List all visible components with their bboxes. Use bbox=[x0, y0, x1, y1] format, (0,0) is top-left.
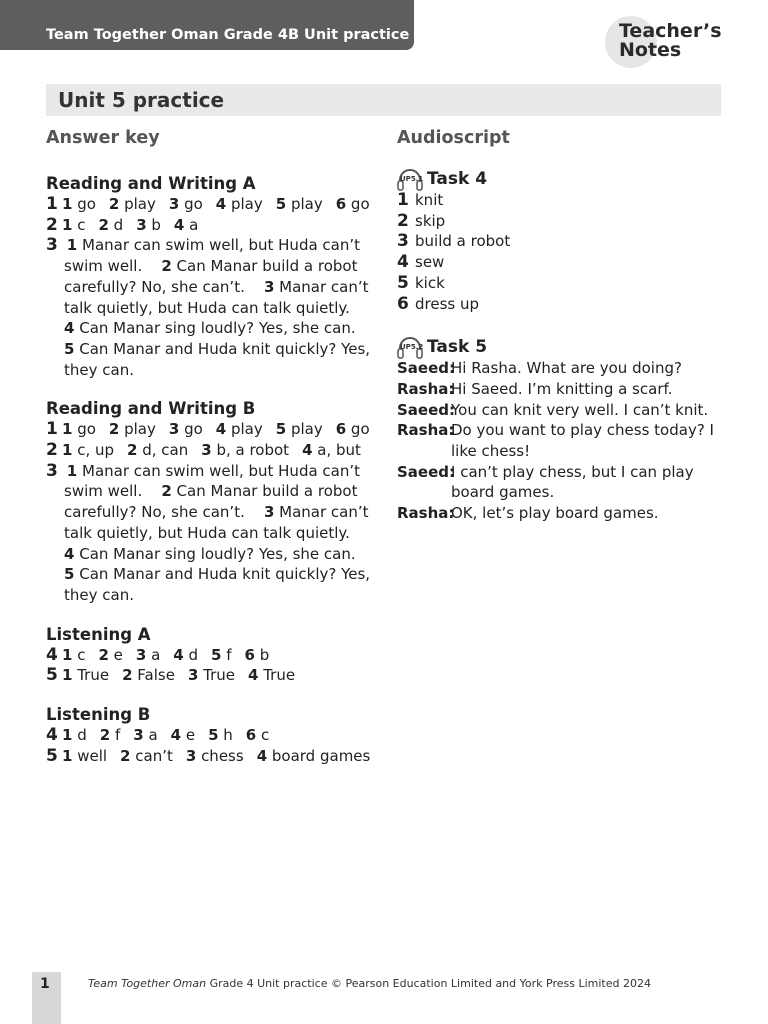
answer-text: a, but bbox=[312, 441, 361, 460]
item-number: 3 bbox=[135, 645, 147, 664]
answer-text: Can Manar sing loudly? Yes, she can. bbox=[79, 319, 356, 338]
answer-text: swim well. bbox=[64, 257, 143, 276]
answer-text: well bbox=[72, 746, 108, 765]
answer-text: go bbox=[72, 420, 96, 439]
item-number: 6 bbox=[244, 645, 255, 664]
dialogue-text: OK, let’s play board games. bbox=[451, 504, 659, 523]
item-number: 6 bbox=[335, 420, 347, 439]
speaker: Saeed: bbox=[397, 359, 456, 378]
answer-text: d bbox=[108, 215, 124, 234]
answer-continuation: carefully? No, she can’t. 3 Manar can’t bbox=[64, 503, 369, 522]
answer-text: d, can bbox=[137, 441, 189, 460]
footer bbox=[88, 977, 651, 990]
item-number: 2 bbox=[108, 420, 120, 439]
item-number: 4 bbox=[170, 726, 182, 745]
question-number: 5 bbox=[46, 665, 58, 686]
answer-text: True bbox=[258, 666, 296, 685]
answer-text: can’t bbox=[130, 746, 173, 765]
answer-text: a bbox=[146, 645, 161, 664]
item-number: 3 bbox=[168, 420, 180, 439]
answer-text: Manar can’t bbox=[279, 277, 369, 296]
answer-text: play bbox=[286, 420, 323, 439]
track-label: UP5.1 bbox=[400, 175, 424, 183]
answer-continuation: swim well. 2 Can Manar build a robot bbox=[64, 482, 358, 501]
answer-continuation: they can. bbox=[64, 360, 134, 379]
answer-text: a bbox=[184, 215, 199, 234]
answer-text: go bbox=[346, 420, 370, 439]
list-item bbox=[397, 252, 727, 273]
answer-text: swim well. bbox=[64, 482, 143, 501]
speaker: Rasha: bbox=[397, 379, 455, 398]
answer-text: Can Manar build a robot bbox=[176, 482, 358, 501]
answer-continuation: 5 Can Manar and Huda knit quickly? Yes, bbox=[64, 339, 371, 358]
item-number: 2 bbox=[122, 666, 133, 685]
item-text: kick bbox=[415, 273, 445, 292]
answer-continuation: carefully? No, she can’t. 3 Manar can’t bbox=[64, 277, 369, 296]
item-number: 2 bbox=[108, 195, 120, 213]
item-number: 1 bbox=[62, 746, 73, 765]
footer-copyright: Grade 4 Unit practice © Pearson Education Limited and York Press Limited 2024 bbox=[206, 977, 651, 990]
question-number: 5 bbox=[46, 745, 58, 766]
item-number: 1 bbox=[62, 420, 73, 439]
section-title: Listening A bbox=[46, 624, 151, 644]
answer-text: play bbox=[119, 195, 156, 213]
answer-text: b, a robot bbox=[211, 441, 290, 460]
answer-text: d bbox=[72, 726, 87, 745]
answer-text: Manar can swim well, but Huda can’t bbox=[82, 236, 361, 255]
answer-text: c, up bbox=[72, 441, 115, 460]
answer-text: play bbox=[286, 195, 323, 213]
item-number: 2 bbox=[99, 726, 111, 745]
item-number: 2 bbox=[120, 746, 131, 765]
question-number: 2 bbox=[46, 440, 58, 461]
answer-text: f bbox=[221, 645, 232, 664]
answer-text: c bbox=[72, 215, 86, 234]
item-number: 3 bbox=[201, 441, 212, 460]
task-4-list bbox=[397, 190, 727, 314]
speaker: Rasha: bbox=[397, 504, 455, 523]
item-number: 2 bbox=[397, 210, 409, 231]
section-title: Reading and Writing A bbox=[46, 174, 256, 193]
dialogue-text: Hi Saeed. I’m knitting a scarf. bbox=[451, 379, 673, 398]
item-number: 5 bbox=[275, 195, 287, 213]
item-number: 4 bbox=[215, 420, 227, 439]
answer-continuation: 4 Can Manar sing loudly? Yes, she can. bbox=[64, 319, 356, 338]
item-number: 6 bbox=[335, 195, 347, 213]
answer-text: carefully? No, she can’t. bbox=[64, 503, 245, 522]
unit-title-bar bbox=[46, 84, 721, 116]
item-number: 1 bbox=[62, 666, 73, 685]
item-number: 1 bbox=[62, 195, 73, 213]
task-5-dialogue bbox=[397, 358, 727, 524]
answer-text: go bbox=[346, 195, 370, 213]
question-number: 3 bbox=[46, 460, 58, 481]
item-text: skip bbox=[415, 211, 446, 230]
dialogue-text: Hi Rasha. What are you doing? bbox=[451, 359, 682, 378]
headphones-icon bbox=[397, 168, 423, 190]
item-number: 1 bbox=[62, 215, 73, 234]
answer-key-heading: Answer key bbox=[46, 128, 160, 148]
answer-text: play bbox=[119, 420, 156, 439]
answer-continuation: talk quietly, but Huda can talk quietly. bbox=[64, 298, 350, 317]
question-number: 3 bbox=[46, 235, 58, 256]
audioscript-column bbox=[397, 128, 727, 524]
answer-text: False bbox=[132, 666, 175, 685]
task-title: Task 5 bbox=[427, 336, 488, 357]
answer-continuation: 4 Can Manar sing loudly? Yes, she can. bbox=[64, 544, 356, 563]
answer-row bbox=[46, 419, 376, 440]
item-number: 1 bbox=[62, 726, 73, 745]
answer-text: b bbox=[146, 215, 161, 234]
item-number: 4 bbox=[302, 441, 313, 460]
answer-key-column bbox=[46, 128, 376, 766]
dialogue-line bbox=[397, 358, 727, 379]
unit-title: Unit 5 practice bbox=[58, 88, 225, 112]
dialogue-text: I can’t play chess, but I can play board games. bbox=[451, 462, 694, 502]
answer-text: d bbox=[183, 645, 199, 664]
section-title: Listening B bbox=[46, 705, 151, 725]
item-number: 3 bbox=[185, 746, 197, 765]
item-text: sew bbox=[415, 253, 445, 272]
speaker: Rasha: bbox=[397, 421, 455, 440]
item-number: 5 bbox=[211, 645, 222, 664]
badge-line-1: Teacher’s bbox=[619, 20, 722, 42]
item-number: 2 bbox=[98, 215, 109, 234]
answer-row bbox=[46, 440, 376, 461]
answer-text: c bbox=[72, 645, 86, 664]
answer-text: True bbox=[72, 666, 110, 685]
answer-text: board games bbox=[267, 746, 371, 765]
dialogue-line bbox=[397, 420, 727, 461]
question-number: 1 bbox=[46, 419, 58, 440]
task-5-header bbox=[397, 336, 727, 358]
answer-text: play bbox=[226, 195, 263, 213]
answer-text: b bbox=[254, 645, 270, 664]
item-text: build a robot bbox=[415, 232, 511, 251]
item-number: 1 bbox=[62, 645, 73, 664]
answer-text: h bbox=[218, 726, 233, 745]
item-number: 5 bbox=[275, 420, 287, 439]
answer-continuation: swim well. 2 Can Manar build a robot bbox=[64, 257, 358, 276]
page-number: 1 bbox=[40, 976, 50, 992]
answer-text: Can Manar build a robot bbox=[176, 257, 358, 276]
item-number: 3 bbox=[187, 666, 199, 685]
question-number: 2 bbox=[46, 214, 58, 235]
answer-text: e bbox=[181, 726, 196, 745]
answer-row bbox=[46, 645, 376, 666]
item-number: 4 bbox=[256, 746, 268, 765]
answer-row bbox=[46, 215, 376, 236]
answer-text: c bbox=[256, 726, 270, 745]
answer-text: play bbox=[226, 420, 263, 439]
answer-text: chess bbox=[196, 746, 244, 765]
answer-row: 3 1 Manar can swim well, but Huda can’t bbox=[46, 235, 361, 256]
answer-row: 3 1 Manar can swim well, but Huda can’t bbox=[46, 460, 361, 481]
list-item bbox=[397, 190, 727, 211]
item-number: 6 bbox=[245, 726, 257, 745]
answer-text: Can Manar sing loudly? Yes, she can. bbox=[79, 544, 356, 563]
item-number: 6 bbox=[397, 293, 409, 314]
answer-row bbox=[46, 725, 376, 746]
item-number: 5 bbox=[208, 726, 219, 745]
answer-text: Manar can’t bbox=[279, 503, 369, 522]
answer-text: carefully? No, she can’t. bbox=[64, 277, 245, 296]
answer-continuation: 5 Can Manar and Huda knit quickly? Yes, bbox=[64, 565, 371, 584]
answer-text: go bbox=[72, 195, 96, 213]
answer-text: f bbox=[110, 726, 121, 745]
speaker: Saeed: bbox=[397, 400, 456, 419]
question-number: 4 bbox=[46, 725, 58, 746]
answer-text: go bbox=[179, 420, 203, 439]
answer-text: Can Manar and Huda knit quickly? Yes, bbox=[79, 565, 371, 584]
item-number: 3 bbox=[168, 195, 180, 213]
item-number: 2 bbox=[127, 441, 138, 460]
item-text: knit bbox=[415, 191, 444, 209]
task-title: Task 4 bbox=[427, 168, 488, 189]
task-4-header bbox=[397, 168, 727, 190]
dialogue-text: You can knit very well. I can’t knit. bbox=[451, 400, 709, 419]
answer-text: go bbox=[179, 195, 203, 213]
list-item bbox=[397, 231, 727, 252]
dialogue-line bbox=[397, 379, 727, 400]
list-item bbox=[397, 273, 727, 294]
track-label: UP5.2 bbox=[400, 343, 424, 352]
item-number: 4 bbox=[248, 666, 259, 685]
question-number: 1 bbox=[46, 194, 58, 214]
section-title: Reading and Writing B bbox=[46, 399, 256, 419]
item-number: 5 bbox=[397, 272, 409, 293]
item-number: 3 bbox=[133, 726, 144, 745]
question-number: 4 bbox=[46, 644, 58, 665]
item-number: 3 bbox=[397, 231, 409, 252]
teachers-notes-badge bbox=[619, 22, 722, 60]
dialogue-text: Do you want to play chess today? I like chess! bbox=[451, 421, 714, 461]
answer-continuation: they can. bbox=[64, 585, 134, 604]
item-number: 4 bbox=[173, 215, 185, 234]
speaker: Saeed: bbox=[397, 462, 456, 481]
answer-continuation: talk quietly, but Huda can talk quietly. bbox=[64, 523, 350, 542]
answer-text: Manar can swim well, but Huda can’t bbox=[82, 461, 361, 480]
item-number: 4 bbox=[173, 645, 184, 664]
item-number: 3 bbox=[136, 215, 147, 234]
badge-line-2: Notes bbox=[619, 39, 682, 61]
answer-text: Can Manar and Huda knit quickly? Yes, bbox=[79, 339, 371, 358]
header-title: Team Together Oman Grade 4B Unit practice bbox=[46, 27, 410, 43]
answer-row bbox=[46, 194, 376, 215]
headphones-icon bbox=[397, 336, 423, 358]
header-banner bbox=[0, 0, 414, 50]
answer-row bbox=[46, 665, 376, 686]
item-number: 4 bbox=[215, 195, 227, 213]
dialogue-line bbox=[397, 400, 727, 421]
page-number-tab bbox=[32, 972, 61, 1024]
item-number: 1 bbox=[397, 190, 409, 210]
dialogue-line bbox=[397, 503, 727, 524]
list-item bbox=[397, 211, 727, 232]
answer-row bbox=[46, 746, 376, 767]
list-item bbox=[397, 294, 727, 315]
answer-text: e bbox=[108, 645, 123, 664]
item-text: dress up bbox=[415, 294, 480, 313]
audioscript-heading: Audioscript bbox=[397, 128, 510, 148]
dialogue-line bbox=[397, 462, 727, 503]
item-number: 2 bbox=[98, 645, 109, 664]
item-number: 1 bbox=[62, 441, 73, 460]
item-number: 4 bbox=[397, 252, 409, 273]
footer-title: Team Together Oman bbox=[88, 977, 207, 990]
answer-text: True bbox=[198, 666, 236, 685]
answer-text: a bbox=[143, 726, 158, 745]
